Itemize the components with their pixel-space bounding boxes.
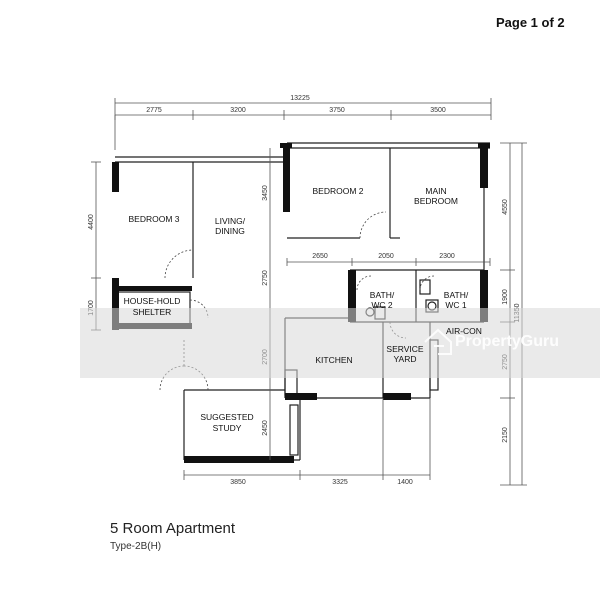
room-bedroom3: BEDROOM 3 <box>128 214 180 224</box>
page-label: Page 1 of 2 <box>496 15 565 30</box>
room-bath1-line2: WC 1 <box>445 300 467 310</box>
dim-top-1: 2775 <box>146 107 162 114</box>
dim-inner-4: 2450 <box>262 420 269 436</box>
room-living-line2: DINING <box>215 226 245 236</box>
watermark-text: PropertyGuru <box>455 333 560 350</box>
dim-total-top: 13225 <box>290 95 310 102</box>
dim-left-1: 4400 <box>88 214 95 230</box>
dim-inner-1: 3450 <box>262 185 269 201</box>
bottom-dimensions <box>184 398 430 480</box>
dim-mid-3: 2300 <box>439 253 455 260</box>
room-study-line1: SUGGESTED <box>200 412 254 422</box>
dim-right-2: 1900 <box>502 289 509 305</box>
room-shelter-line1: HOUSE-HOLD <box>123 296 181 306</box>
room-shelter-line2: SHELTER <box>132 307 172 317</box>
room-main-line1: MAIN <box>425 186 447 196</box>
dim-top-3: 3750 <box>329 107 345 114</box>
top-dimensions <box>115 98 491 150</box>
dim-bottom-3: 1400 <box>397 479 413 486</box>
dim-mid-1: 2650 <box>312 253 328 260</box>
room-main-line2: BEDROOM <box>414 196 458 206</box>
dim-bottom-2: 3325 <box>332 479 348 486</box>
room-bath2-line2: WC 2 <box>371 300 393 310</box>
room-bath1-line1: BATH/ <box>443 290 469 300</box>
room-service-yard-line2: YARD <box>393 354 417 364</box>
room-service-yard-line1: SERVICE <box>386 344 424 354</box>
room-aircon: AIR-CON <box>446 326 482 336</box>
room-bedroom2: BEDROOM 2 <box>312 186 364 196</box>
room-study-line2: STUDY <box>212 423 242 433</box>
room-living-line1: LIVING/ <box>214 216 246 226</box>
apartment-type: Type-2B(H) <box>110 541 162 552</box>
apartment-title: 5 Room Apartment <box>110 520 236 537</box>
dim-bottom-1: 3850 <box>230 479 246 486</box>
room-bath2-line1: BATH/ <box>369 290 395 300</box>
dim-mid-2: 2050 <box>378 253 394 260</box>
room-kitchen: KITCHEN <box>315 355 353 365</box>
dim-top-4: 3500 <box>430 107 446 114</box>
dim-right-1: 4550 <box>502 199 509 215</box>
dim-inner-2: 2750 <box>262 270 269 286</box>
dim-right-4: 2150 <box>502 427 509 443</box>
dim-top-2: 3200 <box>230 107 246 114</box>
